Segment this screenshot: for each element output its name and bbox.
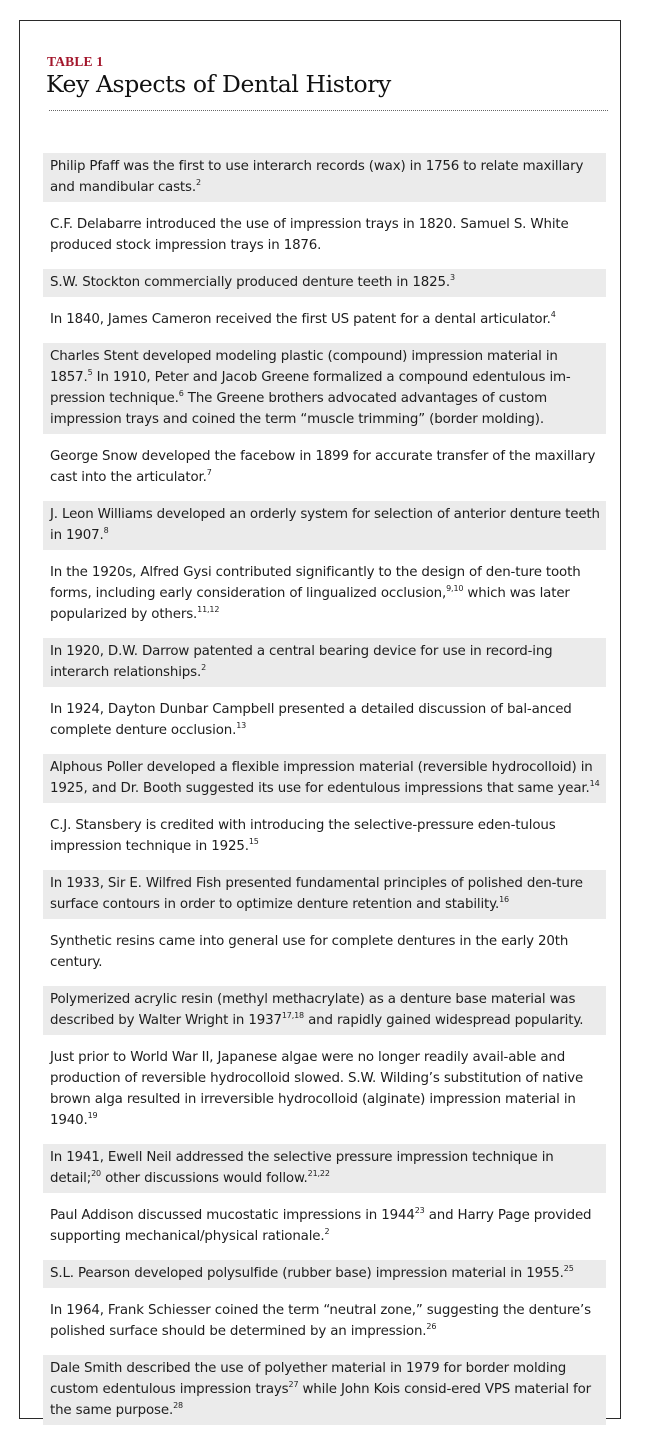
row-text: In 1941, Ewell Neil addressed the selective pressure impression technique in detail; bbox=[50, 1150, 554, 1186]
row-text: and Harry Page provided supporting mechanical/physical rationale. bbox=[50, 1208, 592, 1244]
reference-superscript: 5 bbox=[87, 368, 93, 377]
reference-superscript: 23 bbox=[414, 1206, 425, 1215]
reference-superscript: 20 bbox=[91, 1169, 101, 1178]
table-row bbox=[43, 928, 606, 977]
reference-superscript: 28 bbox=[173, 1401, 183, 1410]
row-text: Paul Addison discussed mucostatic impressions in 1944 bbox=[50, 1208, 415, 1223]
title-divider bbox=[49, 110, 608, 111]
row-text: Synthetic resins came into general use for complete dentures in the early 20th century. bbox=[50, 934, 569, 970]
reference-superscript: 17,18 bbox=[281, 1011, 304, 1020]
table-label: TABLE 1 bbox=[47, 54, 104, 69]
reference-superscript: 16 bbox=[499, 895, 509, 904]
table-row bbox=[43, 638, 606, 687]
table-row bbox=[43, 754, 606, 803]
table-row bbox=[43, 1260, 606, 1288]
row-text: George Snow developed the facebow in 1899 for accurate transfer of the maxillary cast into the articulator. bbox=[50, 449, 596, 485]
reference-superscript: 2 bbox=[324, 1227, 330, 1236]
row-text: Alphous Poller developed a flexible impression material (reversible hydrocolloid) in 1925, and Dr. Booth suggested its use for edentulous impressions that same year. bbox=[50, 760, 593, 796]
reference-superscript: 4 bbox=[550, 310, 556, 319]
row-text: In 1920, D.W. Darrow patented a central bearing device for use in record-ing interarch relationships. bbox=[50, 644, 553, 680]
table-row bbox=[43, 211, 606, 260]
row-text: Philip Pfaff was the first to use interarch records (wax) in 1756 to relate maxillary and mandibular casts. bbox=[50, 159, 584, 195]
reference-superscript: 27 bbox=[288, 1380, 299, 1389]
row-text: and rapidly gained widespread popularity. bbox=[304, 1013, 584, 1028]
reference-superscript: 14 bbox=[589, 779, 600, 788]
row-text: J. Leon Williams developed an orderly system for selection of anterior denture teeth in 1907. bbox=[50, 507, 600, 543]
row-text: Charles Stent developed modeling plastic (compound) impression material in 1857. bbox=[50, 349, 558, 385]
table-row bbox=[43, 812, 606, 861]
row-text: C.F. Delabarre introduced the use of impression trays in 1820. Samuel S. White produced stock impression trays in 1876. bbox=[50, 217, 569, 253]
reference-superscript: 21,22 bbox=[307, 1169, 330, 1178]
row-text: Just prior to World War II, Japanese algae were no longer readily avail-able and production of reversible hydrocolloid slowed. S.W. Wilding’s substitution of native brown alga resulted in irreversible hydrocolloid (alginate) impression material in 1940. bbox=[50, 1050, 584, 1128]
table-row bbox=[43, 1144, 606, 1193]
reference-superscript: 8 bbox=[103, 526, 109, 535]
table-row bbox=[43, 1202, 606, 1251]
table-title: Key Aspects of Dental History bbox=[46, 70, 391, 98]
table-row bbox=[43, 306, 606, 334]
reference-superscript: 7 bbox=[206, 468, 212, 477]
table-row bbox=[43, 696, 606, 745]
reference-superscript: 3 bbox=[449, 273, 455, 282]
table-row bbox=[43, 269, 606, 297]
reference-superscript: 26 bbox=[426, 1322, 437, 1331]
row-text: S.W. Stockton commercially produced denture teeth in 1825. bbox=[50, 275, 450, 290]
table-frame bbox=[19, 20, 621, 1419]
row-text: Polymerized acrylic resin (methyl methacrylate) as a denture base material was described by Walter Wright in 1937 bbox=[50, 992, 576, 1028]
reference-superscript: 2 bbox=[195, 178, 201, 187]
row-text: which was later popularized by others. bbox=[50, 586, 570, 622]
table-row bbox=[43, 343, 606, 434]
table-row bbox=[43, 1355, 606, 1425]
reference-superscript: 13 bbox=[236, 721, 247, 730]
row-text: In 1840, James Cameron received the first US patent for a dental articulator. bbox=[50, 312, 551, 327]
table-row bbox=[43, 986, 606, 1035]
reference-superscript: 11,12 bbox=[197, 605, 220, 614]
row-text: In 1910, Peter and Jacob Greene formalized a compound edentulous im-pression technique. bbox=[50, 370, 571, 406]
reference-superscript: 9,10 bbox=[446, 584, 464, 593]
reference-superscript: 25 bbox=[563, 1264, 574, 1273]
table-row bbox=[43, 870, 606, 919]
row-text: In 1924, Dayton Dunbar Campbell presented a detailed discussion of bal-anced complete denture occlusion. bbox=[50, 702, 572, 738]
table-rows bbox=[43, 153, 606, 1434]
row-text: while John Kois consid-ered VPS material for the same purpose. bbox=[50, 1382, 591, 1418]
table-row bbox=[43, 1297, 606, 1346]
table-row bbox=[43, 559, 606, 629]
row-text: In 1933, Sir E. Wilfred Fish presented fundamental principles of polished den-ture surface contours in order to optimize denture retention and stability. bbox=[50, 876, 583, 912]
row-text: S.L. Pearson developed polysulfide (rubber base) impression material in 1955. bbox=[50, 1266, 564, 1281]
table-row bbox=[43, 443, 606, 492]
row-text: In the 1920s, Alfred Gysi contributed significantly to the design of den-ture tooth forms, including early consideration of lingualized occlusion, bbox=[50, 565, 581, 601]
table-row bbox=[43, 501, 606, 550]
reference-superscript: 2 bbox=[201, 663, 207, 672]
row-text: In 1964, Frank Schiesser coined the term “neutral zone,” suggesting the denture’s polished surface should be determined by an impression. bbox=[50, 1303, 591, 1339]
reference-superscript: 6 bbox=[178, 389, 184, 398]
reference-superscript: 19 bbox=[87, 1111, 98, 1120]
row-text: other discussions would follow. bbox=[101, 1171, 308, 1186]
table-row bbox=[43, 153, 606, 202]
reference-superscript: 15 bbox=[248, 837, 259, 846]
row-text: Dale Smith described the use of polyether material in 1979 for border molding custom edentulous impression trays bbox=[50, 1361, 567, 1397]
row-text: The Greene brothers advocated advantages of custom impression trays and coined the term “muscle trimming” (border molding). bbox=[50, 391, 547, 427]
row-text: C.J. Stansbery is credited with introducing the selective-pressure eden-tulous impression technique in 1925. bbox=[50, 818, 556, 854]
table-row bbox=[43, 1044, 606, 1135]
